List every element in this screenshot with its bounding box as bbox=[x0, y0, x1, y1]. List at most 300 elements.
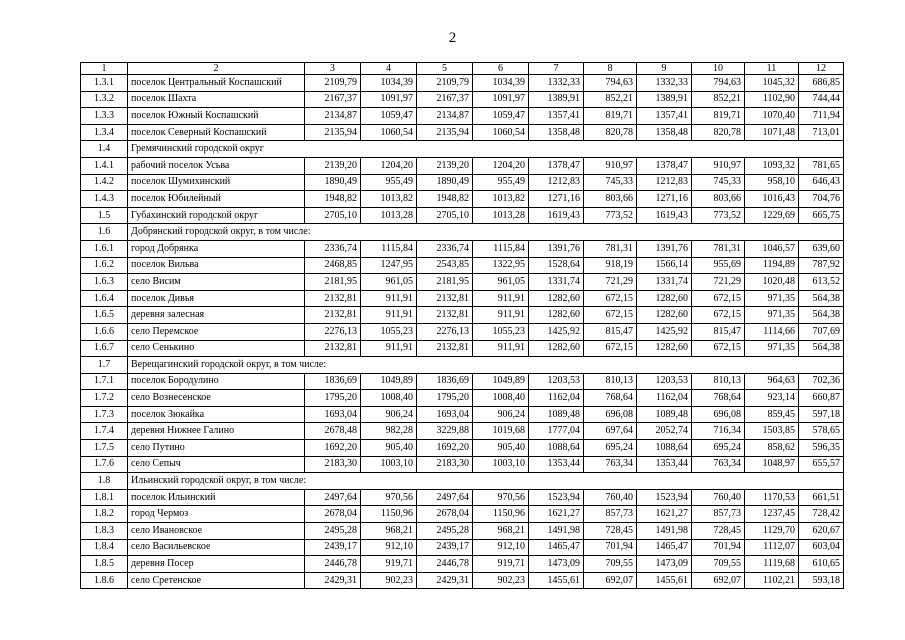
value-cell: 2183,30 bbox=[417, 456, 473, 473]
value-cell: 902,23 bbox=[361, 572, 417, 589]
value-cell: 672,15 bbox=[584, 340, 637, 357]
value-cell: 1389,91 bbox=[637, 91, 692, 108]
value-cell: 1088,64 bbox=[529, 440, 584, 457]
value-cell: 1331,74 bbox=[637, 274, 692, 291]
column-number-header: 7 bbox=[529, 63, 584, 75]
table-row bbox=[81, 207, 844, 224]
table-row bbox=[81, 124, 844, 141]
value-cell: 2109,79 bbox=[417, 75, 473, 92]
row-number: 1.3.4 bbox=[81, 124, 128, 141]
value-cell: 603,04 bbox=[799, 539, 844, 556]
value-cell: 2181,95 bbox=[417, 274, 473, 291]
column-number-header: 9 bbox=[637, 63, 692, 75]
value-cell: 1282,60 bbox=[637, 290, 692, 307]
value-cell: 1566,14 bbox=[637, 257, 692, 274]
settlement-name: поселок Бородулино bbox=[128, 373, 305, 390]
value-cell: 610,65 bbox=[799, 556, 844, 573]
value-cell: 2134,87 bbox=[305, 108, 361, 125]
value-cell: 672,15 bbox=[692, 307, 745, 324]
row-number: 1.8.2 bbox=[81, 506, 128, 523]
value-cell: 697,64 bbox=[584, 423, 637, 440]
value-cell: 2439,17 bbox=[417, 539, 473, 556]
value-cell: 1229,69 bbox=[745, 207, 799, 224]
value-cell: 1777,04 bbox=[529, 423, 584, 440]
value-cell: 970,56 bbox=[473, 489, 529, 506]
value-cell: 768,64 bbox=[692, 390, 745, 407]
row-number: 1.7.4 bbox=[81, 423, 128, 440]
value-cell: 1322,95 bbox=[473, 257, 529, 274]
value-cell: 787,92 bbox=[799, 257, 844, 274]
tariff-table bbox=[80, 62, 844, 589]
table-row bbox=[81, 423, 844, 440]
value-cell: 2139,20 bbox=[305, 157, 361, 174]
value-cell: 819,71 bbox=[692, 108, 745, 125]
value-cell: 1150,96 bbox=[473, 506, 529, 523]
value-cell: 1621,27 bbox=[637, 506, 692, 523]
value-cell: 2336,74 bbox=[305, 240, 361, 257]
value-cell: 820,78 bbox=[692, 124, 745, 141]
table-row bbox=[81, 257, 844, 274]
value-cell: 1020,48 bbox=[745, 274, 799, 291]
value-cell: 1353,44 bbox=[529, 456, 584, 473]
value-cell: 701,94 bbox=[584, 539, 637, 556]
value-cell: 728,45 bbox=[692, 523, 745, 540]
value-cell: 781,65 bbox=[799, 157, 844, 174]
row-number: 1.6.5 bbox=[81, 307, 128, 324]
value-cell: 1473,09 bbox=[637, 556, 692, 573]
value-cell: 1212,83 bbox=[529, 174, 584, 191]
value-cell: 912,10 bbox=[361, 539, 417, 556]
value-cell: 2543,85 bbox=[417, 257, 473, 274]
table-row bbox=[81, 174, 844, 191]
settlement-name: село Сенькино bbox=[128, 340, 305, 357]
value-cell: 2336,74 bbox=[417, 240, 473, 257]
value-cell: 1795,20 bbox=[417, 390, 473, 407]
row-number: 1.7.6 bbox=[81, 456, 128, 473]
settlement-name: деревня Нижнее Галино bbox=[128, 423, 305, 440]
column-number-header: 5 bbox=[417, 63, 473, 75]
value-cell: 1115,84 bbox=[361, 240, 417, 257]
row-number: 1.6.7 bbox=[81, 340, 128, 357]
value-cell: 1692,20 bbox=[417, 440, 473, 457]
value-cell: 2052,74 bbox=[637, 423, 692, 440]
value-cell: 1271,16 bbox=[637, 191, 692, 208]
row-number: 1.7.1 bbox=[81, 373, 128, 390]
value-cell: 2167,37 bbox=[417, 91, 473, 108]
value-cell: 1091,97 bbox=[361, 91, 417, 108]
table-row bbox=[81, 323, 844, 340]
value-cell: 1523,94 bbox=[637, 489, 692, 506]
value-cell: 2139,20 bbox=[417, 157, 473, 174]
value-cell: 2132,81 bbox=[305, 307, 361, 324]
value-cell: 1621,27 bbox=[529, 506, 584, 523]
value-cell: 2135,94 bbox=[417, 124, 473, 141]
value-cell: 912,10 bbox=[473, 539, 529, 556]
settlement-name: поселок Центральный Коспашский bbox=[128, 75, 305, 92]
settlement-name: село Путино bbox=[128, 440, 305, 457]
value-cell: 665,75 bbox=[799, 207, 844, 224]
value-cell: 716,34 bbox=[692, 423, 745, 440]
row-number: 1.3.3 bbox=[81, 108, 128, 125]
value-cell: 911,91 bbox=[473, 307, 529, 324]
value-cell: 1523,94 bbox=[529, 489, 584, 506]
value-cell: 1282,60 bbox=[529, 340, 584, 357]
value-cell: 760,40 bbox=[584, 489, 637, 506]
table-row bbox=[81, 191, 844, 208]
row-number: 1.7 bbox=[81, 357, 128, 374]
value-cell: 2132,81 bbox=[305, 290, 361, 307]
settlement-name: село Вознесенское bbox=[128, 390, 305, 407]
row-number: 1.7.2 bbox=[81, 390, 128, 407]
row-number: 1.3.2 bbox=[81, 91, 128, 108]
value-cell: 728,45 bbox=[584, 523, 637, 540]
value-cell: 1890,49 bbox=[417, 174, 473, 191]
value-cell: 1114,66 bbox=[745, 323, 799, 340]
table-row bbox=[81, 108, 844, 125]
value-cell: 672,15 bbox=[584, 307, 637, 324]
row-number: 1.6.6 bbox=[81, 323, 128, 340]
value-cell: 707,69 bbox=[799, 323, 844, 340]
value-cell: 803,66 bbox=[584, 191, 637, 208]
value-cell: 971,35 bbox=[745, 340, 799, 357]
value-cell: 2705,10 bbox=[417, 207, 473, 224]
value-cell: 852,21 bbox=[584, 91, 637, 108]
value-cell: 859,45 bbox=[745, 406, 799, 423]
value-cell: 695,24 bbox=[584, 440, 637, 457]
value-cell: 686,85 bbox=[799, 75, 844, 92]
section-title: Гремячинский городской округ bbox=[128, 141, 844, 158]
table-row bbox=[81, 274, 844, 291]
value-cell: 2109,79 bbox=[305, 75, 361, 92]
value-cell: 1353,44 bbox=[637, 456, 692, 473]
value-cell: 1045,32 bbox=[745, 75, 799, 92]
value-cell: 597,18 bbox=[799, 406, 844, 423]
value-cell: 2429,31 bbox=[417, 572, 473, 589]
value-cell: 1455,61 bbox=[637, 572, 692, 589]
value-cell: 1619,43 bbox=[637, 207, 692, 224]
value-cell: 1491,98 bbox=[529, 523, 584, 540]
value-cell: 1060,54 bbox=[473, 124, 529, 141]
value-cell: 613,52 bbox=[799, 274, 844, 291]
value-cell: 1282,60 bbox=[529, 290, 584, 307]
value-cell: 660,87 bbox=[799, 390, 844, 407]
value-cell: 964,63 bbox=[745, 373, 799, 390]
value-cell: 1528,64 bbox=[529, 257, 584, 274]
value-cell: 1003,10 bbox=[361, 456, 417, 473]
value-cell: 1013,82 bbox=[473, 191, 529, 208]
settlement-name: село Сретенское bbox=[128, 572, 305, 589]
value-cell: 704,76 bbox=[799, 191, 844, 208]
section-row bbox=[81, 357, 844, 374]
value-cell: 1013,28 bbox=[473, 207, 529, 224]
value-cell: 910,97 bbox=[584, 157, 637, 174]
section-row bbox=[81, 473, 844, 490]
value-cell: 1013,28 bbox=[361, 207, 417, 224]
value-cell: 1465,47 bbox=[529, 539, 584, 556]
value-cell: 564,38 bbox=[799, 307, 844, 324]
settlement-name: Губахинский городской округ bbox=[128, 207, 305, 224]
value-cell: 910,97 bbox=[692, 157, 745, 174]
row-number: 1.6 bbox=[81, 224, 128, 241]
value-cell: 810,13 bbox=[692, 373, 745, 390]
value-cell: 773,52 bbox=[584, 207, 637, 224]
row-number: 1.4.1 bbox=[81, 157, 128, 174]
value-cell: 1332,33 bbox=[637, 75, 692, 92]
value-cell: 857,73 bbox=[584, 506, 637, 523]
value-cell: 1070,40 bbox=[745, 108, 799, 125]
value-cell: 970,56 bbox=[361, 489, 417, 506]
value-cell: 1425,92 bbox=[529, 323, 584, 340]
table-header-row bbox=[81, 63, 844, 75]
row-number: 1.3.1 bbox=[81, 75, 128, 92]
page-number: 2 bbox=[448, 30, 457, 46]
value-cell: 1055,23 bbox=[361, 323, 417, 340]
value-cell: 1391,76 bbox=[529, 240, 584, 257]
table-row bbox=[81, 489, 844, 506]
value-cell: 971,35 bbox=[745, 307, 799, 324]
value-cell: 919,71 bbox=[361, 556, 417, 573]
row-number: 1.8 bbox=[81, 473, 128, 490]
value-cell: 701,94 bbox=[692, 539, 745, 556]
settlement-name: город Добрянка bbox=[128, 240, 305, 257]
value-cell: 2497,64 bbox=[305, 489, 361, 506]
value-cell: 2705,10 bbox=[305, 207, 361, 224]
value-cell: 1059,47 bbox=[361, 108, 417, 125]
value-cell: 1034,39 bbox=[473, 75, 529, 92]
value-cell: 958,10 bbox=[745, 174, 799, 191]
value-cell: 1237,45 bbox=[745, 506, 799, 523]
table-row bbox=[81, 340, 844, 357]
value-cell: 1357,41 bbox=[529, 108, 584, 125]
value-cell: 2183,30 bbox=[305, 456, 361, 473]
settlement-name: село Васильевское bbox=[128, 539, 305, 556]
value-cell: 721,29 bbox=[584, 274, 637, 291]
value-cell: 696,08 bbox=[584, 406, 637, 423]
column-number-header: 6 bbox=[473, 63, 529, 75]
row-number: 1.6.3 bbox=[81, 274, 128, 291]
table-row bbox=[81, 456, 844, 473]
value-cell: 803,66 bbox=[692, 191, 745, 208]
value-cell: 1060,54 bbox=[361, 124, 417, 141]
column-number-header: 1 bbox=[81, 63, 128, 75]
settlement-name: поселок Вильва bbox=[128, 257, 305, 274]
value-cell: 815,47 bbox=[692, 323, 745, 340]
value-cell: 955,49 bbox=[361, 174, 417, 191]
value-cell: 2468,85 bbox=[305, 257, 361, 274]
value-cell: 1282,60 bbox=[529, 307, 584, 324]
value-cell: 646,43 bbox=[799, 174, 844, 191]
section-row bbox=[81, 224, 844, 241]
value-cell: 819,71 bbox=[584, 108, 637, 125]
value-cell: 1836,69 bbox=[305, 373, 361, 390]
value-cell: 1465,47 bbox=[637, 539, 692, 556]
value-cell: 768,64 bbox=[584, 390, 637, 407]
value-cell: 763,34 bbox=[584, 456, 637, 473]
row-number: 1.7.5 bbox=[81, 440, 128, 457]
value-cell: 1162,04 bbox=[637, 390, 692, 407]
table-row bbox=[81, 390, 844, 407]
value-cell: 1619,43 bbox=[529, 207, 584, 224]
row-number: 1.4.2 bbox=[81, 174, 128, 191]
value-cell: 695,24 bbox=[692, 440, 745, 457]
value-cell: 661,51 bbox=[799, 489, 844, 506]
column-number-header: 10 bbox=[692, 63, 745, 75]
value-cell: 2132,81 bbox=[417, 307, 473, 324]
value-cell: 1378,47 bbox=[529, 157, 584, 174]
value-cell: 564,38 bbox=[799, 290, 844, 307]
value-cell: 2495,28 bbox=[305, 523, 361, 540]
value-cell: 2446,78 bbox=[305, 556, 361, 573]
value-cell: 1693,04 bbox=[417, 406, 473, 423]
value-cell: 815,47 bbox=[584, 323, 637, 340]
value-cell: 968,21 bbox=[361, 523, 417, 540]
value-cell: 2276,13 bbox=[305, 323, 361, 340]
settlement-name: поселок Зюкайка bbox=[128, 406, 305, 423]
value-cell: 709,55 bbox=[692, 556, 745, 573]
value-cell: 1089,48 bbox=[529, 406, 584, 423]
settlement-name: поселок Шумихинский bbox=[128, 174, 305, 191]
settlement-name: деревня залесная bbox=[128, 307, 305, 324]
value-cell: 2167,37 bbox=[305, 91, 361, 108]
value-cell: 1204,20 bbox=[361, 157, 417, 174]
value-cell: 1102,90 bbox=[745, 91, 799, 108]
value-cell: 1162,04 bbox=[529, 390, 584, 407]
value-cell: 713,01 bbox=[799, 124, 844, 141]
value-cell: 1008,40 bbox=[473, 390, 529, 407]
value-cell: 1948,82 bbox=[305, 191, 361, 208]
settlement-name: поселок Южный Коспашский bbox=[128, 108, 305, 125]
value-cell: 1795,20 bbox=[305, 390, 361, 407]
value-cell: 721,29 bbox=[692, 274, 745, 291]
settlement-name: поселок Ильинский bbox=[128, 489, 305, 506]
value-cell: 968,21 bbox=[473, 523, 529, 540]
table-row bbox=[81, 157, 844, 174]
value-cell: 1091,97 bbox=[473, 91, 529, 108]
value-cell: 1203,53 bbox=[529, 373, 584, 390]
column-number-header: 2 bbox=[128, 63, 305, 75]
value-cell: 639,60 bbox=[799, 240, 844, 257]
value-cell: 1247,95 bbox=[361, 257, 417, 274]
table-row bbox=[81, 556, 844, 573]
value-cell: 1391,76 bbox=[637, 240, 692, 257]
value-cell: 596,35 bbox=[799, 440, 844, 457]
value-cell: 1013,82 bbox=[361, 191, 417, 208]
value-cell: 1119,68 bbox=[745, 556, 799, 573]
value-cell: 781,31 bbox=[692, 240, 745, 257]
row-number: 1.7.3 bbox=[81, 406, 128, 423]
value-cell: 911,91 bbox=[473, 340, 529, 357]
value-cell: 906,24 bbox=[361, 406, 417, 423]
value-cell: 1282,60 bbox=[637, 340, 692, 357]
value-cell: 1102,21 bbox=[745, 572, 799, 589]
column-number-header: 8 bbox=[584, 63, 637, 75]
value-cell: 711,94 bbox=[799, 108, 844, 125]
value-cell: 709,55 bbox=[584, 556, 637, 573]
table-row bbox=[81, 373, 844, 390]
value-cell: 1948,82 bbox=[417, 191, 473, 208]
row-number: 1.6.4 bbox=[81, 290, 128, 307]
value-cell: 1034,39 bbox=[361, 75, 417, 92]
settlement-name: село Ивановское bbox=[128, 523, 305, 540]
section-row bbox=[81, 141, 844, 158]
column-number-header: 11 bbox=[745, 63, 799, 75]
value-cell: 2135,94 bbox=[305, 124, 361, 141]
value-cell: 794,63 bbox=[692, 75, 745, 92]
value-cell: 2134,87 bbox=[417, 108, 473, 125]
table-row bbox=[81, 539, 844, 556]
value-cell: 1089,48 bbox=[637, 406, 692, 423]
value-cell: 1212,83 bbox=[637, 174, 692, 191]
value-cell: 1271,16 bbox=[529, 191, 584, 208]
table-row bbox=[81, 572, 844, 589]
value-cell: 1491,98 bbox=[637, 523, 692, 540]
value-cell: 2678,04 bbox=[305, 506, 361, 523]
value-cell: 1692,20 bbox=[305, 440, 361, 457]
settlement-name: деревня Посер bbox=[128, 556, 305, 573]
settlement-name: поселок Юбилейный bbox=[128, 191, 305, 208]
value-cell: 911,91 bbox=[473, 290, 529, 307]
table-row bbox=[81, 440, 844, 457]
value-cell: 2678,48 bbox=[305, 423, 361, 440]
value-cell: 971,35 bbox=[745, 290, 799, 307]
value-cell: 564,38 bbox=[799, 340, 844, 357]
value-cell: 919,71 bbox=[473, 556, 529, 573]
value-cell: 2678,04 bbox=[417, 506, 473, 523]
settlement-name: село Перемское bbox=[128, 323, 305, 340]
settlement-name: рабочий поселок Усьва bbox=[128, 157, 305, 174]
value-cell: 1332,33 bbox=[529, 75, 584, 92]
value-cell: 902,23 bbox=[473, 572, 529, 589]
value-cell: 911,91 bbox=[361, 307, 417, 324]
value-cell: 1358,48 bbox=[637, 124, 692, 141]
row-number: 1.6.1 bbox=[81, 240, 128, 257]
row-number: 1.4.3 bbox=[81, 191, 128, 208]
value-cell: 745,33 bbox=[584, 174, 637, 191]
row-number: 1.8.3 bbox=[81, 523, 128, 540]
value-cell: 672,15 bbox=[692, 340, 745, 357]
value-cell: 1473,09 bbox=[529, 556, 584, 573]
value-cell: 696,08 bbox=[692, 406, 745, 423]
value-cell: 2132,81 bbox=[417, 340, 473, 357]
section-title: Ильинский городской округ, в том числе: bbox=[128, 473, 844, 490]
value-cell: 655,57 bbox=[799, 456, 844, 473]
table-row bbox=[81, 290, 844, 307]
value-cell: 1055,23 bbox=[473, 323, 529, 340]
table-row bbox=[81, 91, 844, 108]
settlement-name: город Чермоз bbox=[128, 506, 305, 523]
row-number: 1.8.5 bbox=[81, 556, 128, 573]
value-cell: 702,36 bbox=[799, 373, 844, 390]
value-cell: 692,07 bbox=[584, 572, 637, 589]
value-cell: 1331,74 bbox=[529, 274, 584, 291]
value-cell: 1059,47 bbox=[473, 108, 529, 125]
value-cell: 1389,91 bbox=[529, 91, 584, 108]
value-cell: 773,52 bbox=[692, 207, 745, 224]
value-cell: 1088,64 bbox=[637, 440, 692, 457]
value-cell: 2276,13 bbox=[417, 323, 473, 340]
table-row bbox=[81, 506, 844, 523]
value-cell: 1046,57 bbox=[745, 240, 799, 257]
value-cell: 2181,95 bbox=[305, 274, 361, 291]
value-cell: 911,91 bbox=[361, 290, 417, 307]
value-cell: 1049,89 bbox=[361, 373, 417, 390]
value-cell: 1129,70 bbox=[745, 523, 799, 540]
value-cell: 911,91 bbox=[361, 340, 417, 357]
value-cell: 760,40 bbox=[692, 489, 745, 506]
value-cell: 905,40 bbox=[361, 440, 417, 457]
value-cell: 2132,81 bbox=[417, 290, 473, 307]
value-cell: 820,78 bbox=[584, 124, 637, 141]
